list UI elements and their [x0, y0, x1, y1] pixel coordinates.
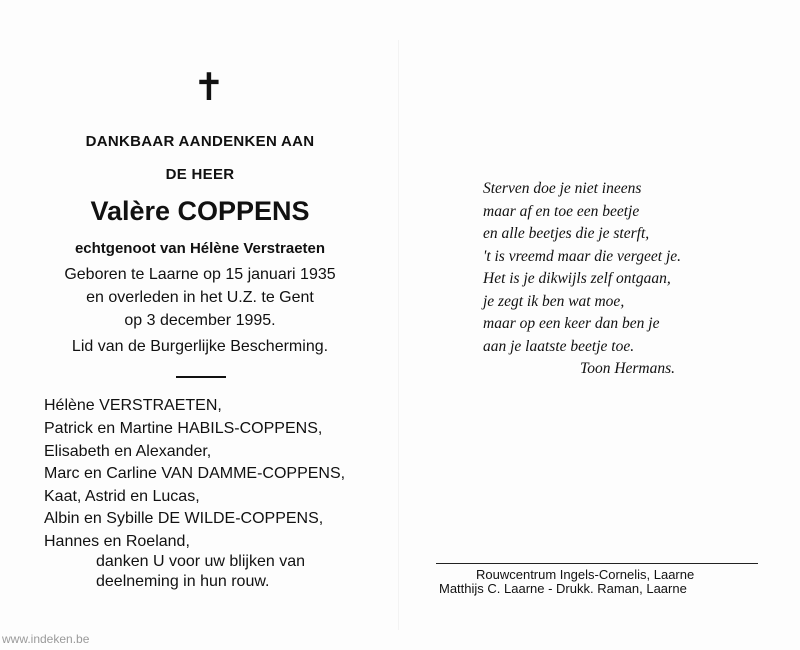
printer-line-2: Matthijs C. Laarne - Drukk. Raman, Laarne: [439, 581, 687, 596]
heading-line-2: DE HEER: [165, 166, 235, 183]
poem-line: Sterven doe je niet ineens: [483, 180, 642, 197]
divider: [176, 376, 226, 378]
poem-line: 't is vreemd maar die vergeet je.: [483, 247, 682, 265]
poem-line: maar af en toe een beetje: [483, 202, 640, 220]
poem-line: Het is je dikwijls zelf ontgaan,: [483, 270, 671, 287]
poem-author: Toon Hermans.: [580, 360, 676, 377]
poem-line: en alle beetjes die je sterft,: [483, 225, 650, 242]
spouse-line: echtgenoot van Hélène Verstraeten: [74, 240, 326, 257]
cross-icon: ✝: [193, 65, 225, 109]
watermark: www.indeken.be: [2, 632, 90, 646]
family-line: Patrick en Martine HABILS-COPPENS,: [44, 420, 323, 437]
deceased-name: Valère COPPENS: [90, 196, 310, 226]
family-line: Kaat, Astrid en Lucas,: [44, 488, 200, 505]
membership-line: Lid van de Burgerlijke Bescherming.: [71, 338, 329, 355]
card-fold: [398, 40, 399, 630]
family-line: Albin en Sybille DE WILDE-COPPENS,: [44, 510, 324, 527]
heading-line-1: DANKBAAR AANDENKEN AAN: [85, 133, 315, 150]
birth-line: Geboren te Laarne op 15 januari 1935: [64, 266, 336, 283]
poem: [483, 178, 681, 358]
poem-line: maar op een keer dan ben je: [483, 315, 660, 332]
death-line-2: op 3 december 1995.: [124, 312, 276, 329]
thanks-line: deelneming in hun rouw.: [96, 573, 270, 590]
death-line-1: en overleden in het U.Z. te Gent: [86, 289, 314, 306]
family-line: Elisabeth en Alexander,: [44, 443, 212, 460]
family-line: Marc en Carline VAN DAMME-COPPENS,: [44, 465, 346, 482]
printer-rule: [436, 563, 758, 564]
thanks-line: danken U voor uw blijken van: [96, 553, 306, 570]
family-line: Hannes en Roeland,: [44, 533, 190, 550]
family-line: Hélène VERSTRAETEN,: [44, 397, 222, 414]
poem-line: aan je laatste beetje toe.: [483, 337, 635, 355]
poem-line: je zegt ik ben wat moe,: [483, 292, 625, 310]
printer-line-1: Rouwcentrum Ingels-Cornelis, Laarne: [476, 567, 695, 582]
